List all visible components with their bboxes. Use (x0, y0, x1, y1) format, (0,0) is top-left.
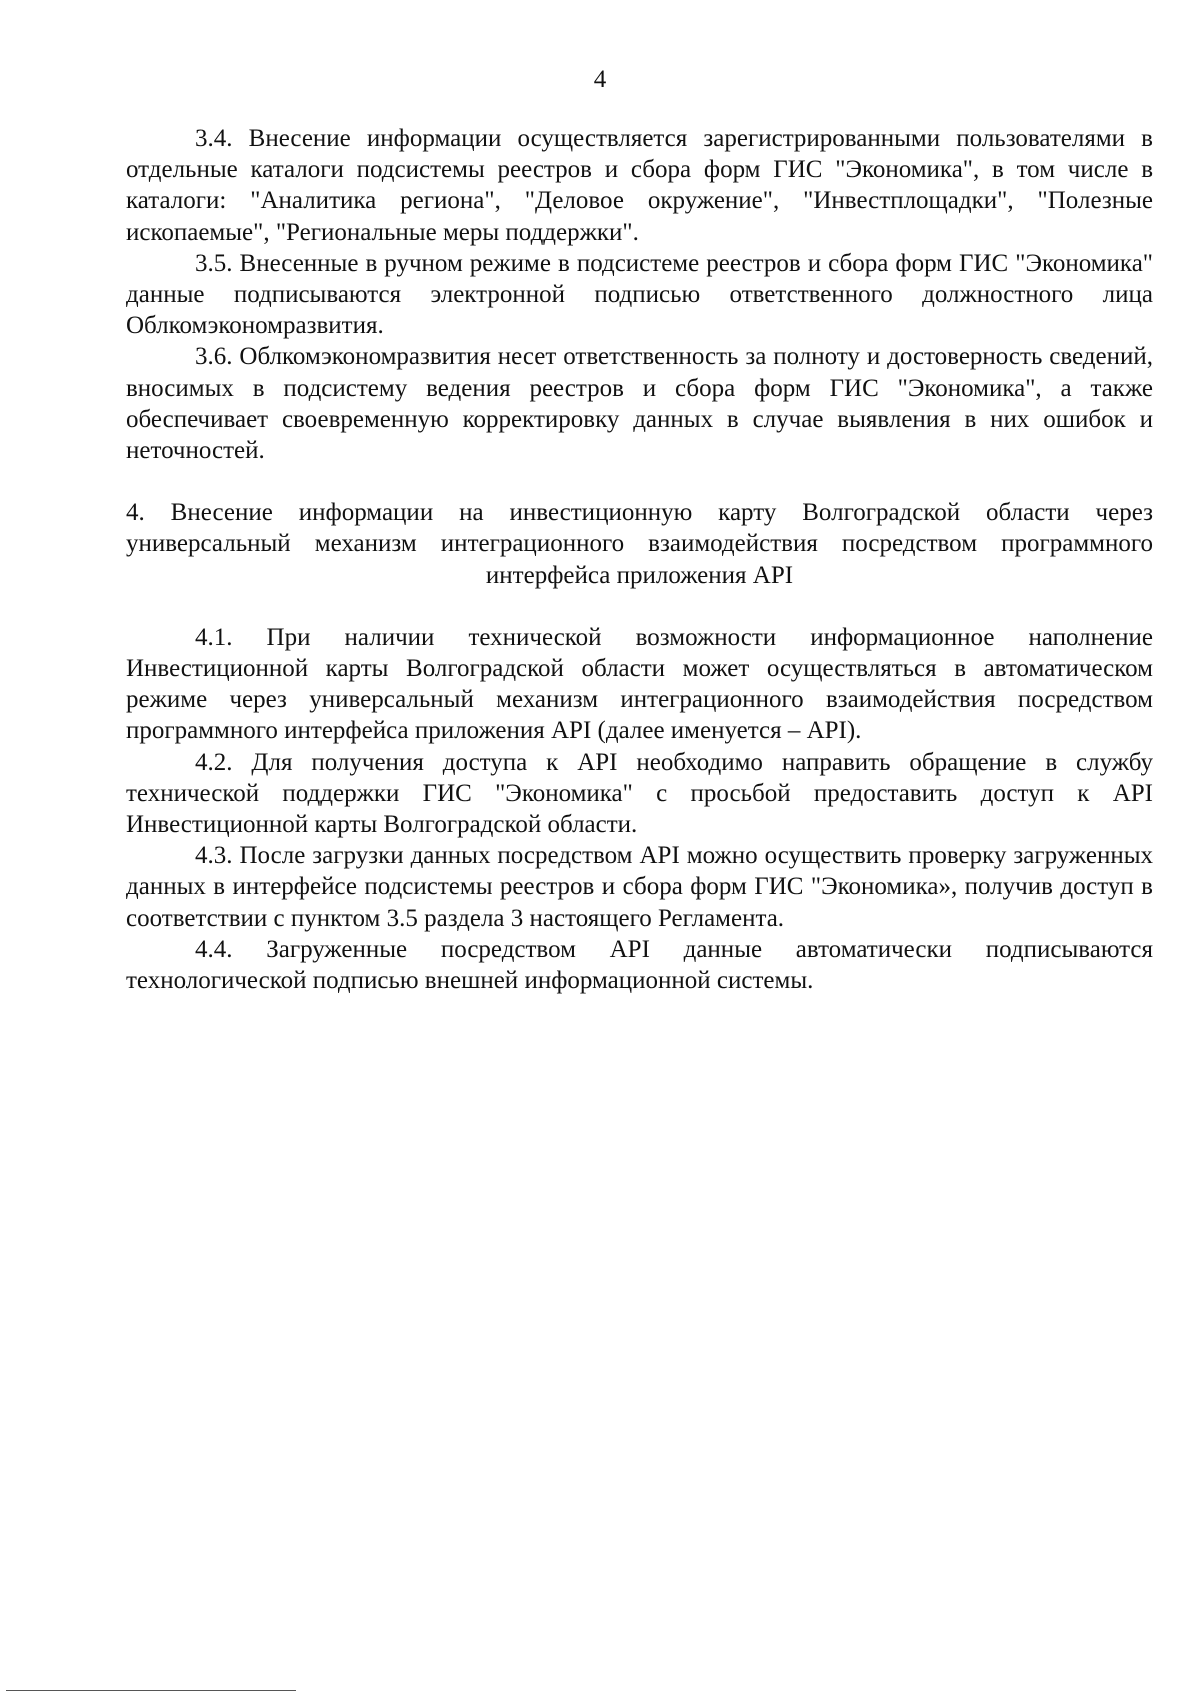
footer-rule (6, 1690, 296, 1691)
paragraph-3-6: 3.6. Облкомэкономразвития несет ответственность за полноту и достоверность сведений, вносимых в подсистему ведения реестров и сбора форм ГИС "Экономика", а также обеспечивает своевременную корректировку данных в случае выявления в них ошибок и неточностей. (126, 343, 1153, 465)
paragraph-4-3: 4.3. После загрузки данных посредством API можно осуществить проверку загруженных данных в интерфейсе подсистемы реестров и сбора форм ГИС "Экономика», получив доступ в соответствии с пунктом 3.5 раздела 3 настоящего Регламента. (126, 842, 1153, 932)
page-number: 4 (593, 66, 607, 93)
paragraph-4-2: 4.2. Для получения доступа к API необходимо направить обращение в службу технической поддержки ГИС "Экономика" с просьбой предоставить доступ к API Инвестиционной карты Волгоградской области. (126, 748, 1153, 839)
section-4-heading: 4. Внесение информации на инвестиционную карту Волгоградской области через универсальный механизм интеграционного взаимодействия посредством программного интерфейса приложения API (126, 499, 1153, 589)
paragraph-3-5: 3.5. Внесенные в ручном режиме в подсистеме реестров и сбора форм ГИС "Экономика" данные подписываются электронной подписью ответственного должностного лица Облкомэкономразвития. (126, 249, 1153, 340)
paragraph-4-1: 4.1. При наличии технической возможности информационное наполнение Инвестиционной карты Волгоградской области может осуществляться в автоматическом режиме через универсальный механизм интеграционного взаимодействия посредством программного интерфейса приложения API (далее именуется – API). (126, 623, 1153, 745)
paragraph-3-4: 3.4. Внесение информации осуществляется зарегистрированными пользователями в отдельные каталоги подсистемы реестров и сбора форм ГИС "Экономика", в том числе в каталоги: "Аналитика региона", "Деловое окружение", "Инвестплощадки", "Полезные ископаемые", "Региональные меры поддержки". (126, 125, 1153, 246)
document-body (126, 123, 1153, 996)
paragraph-4-4: 4.4. Загруженные посредством API данные автоматически подписываются технологической подписью внешней информационной системы. (126, 935, 1153, 995)
